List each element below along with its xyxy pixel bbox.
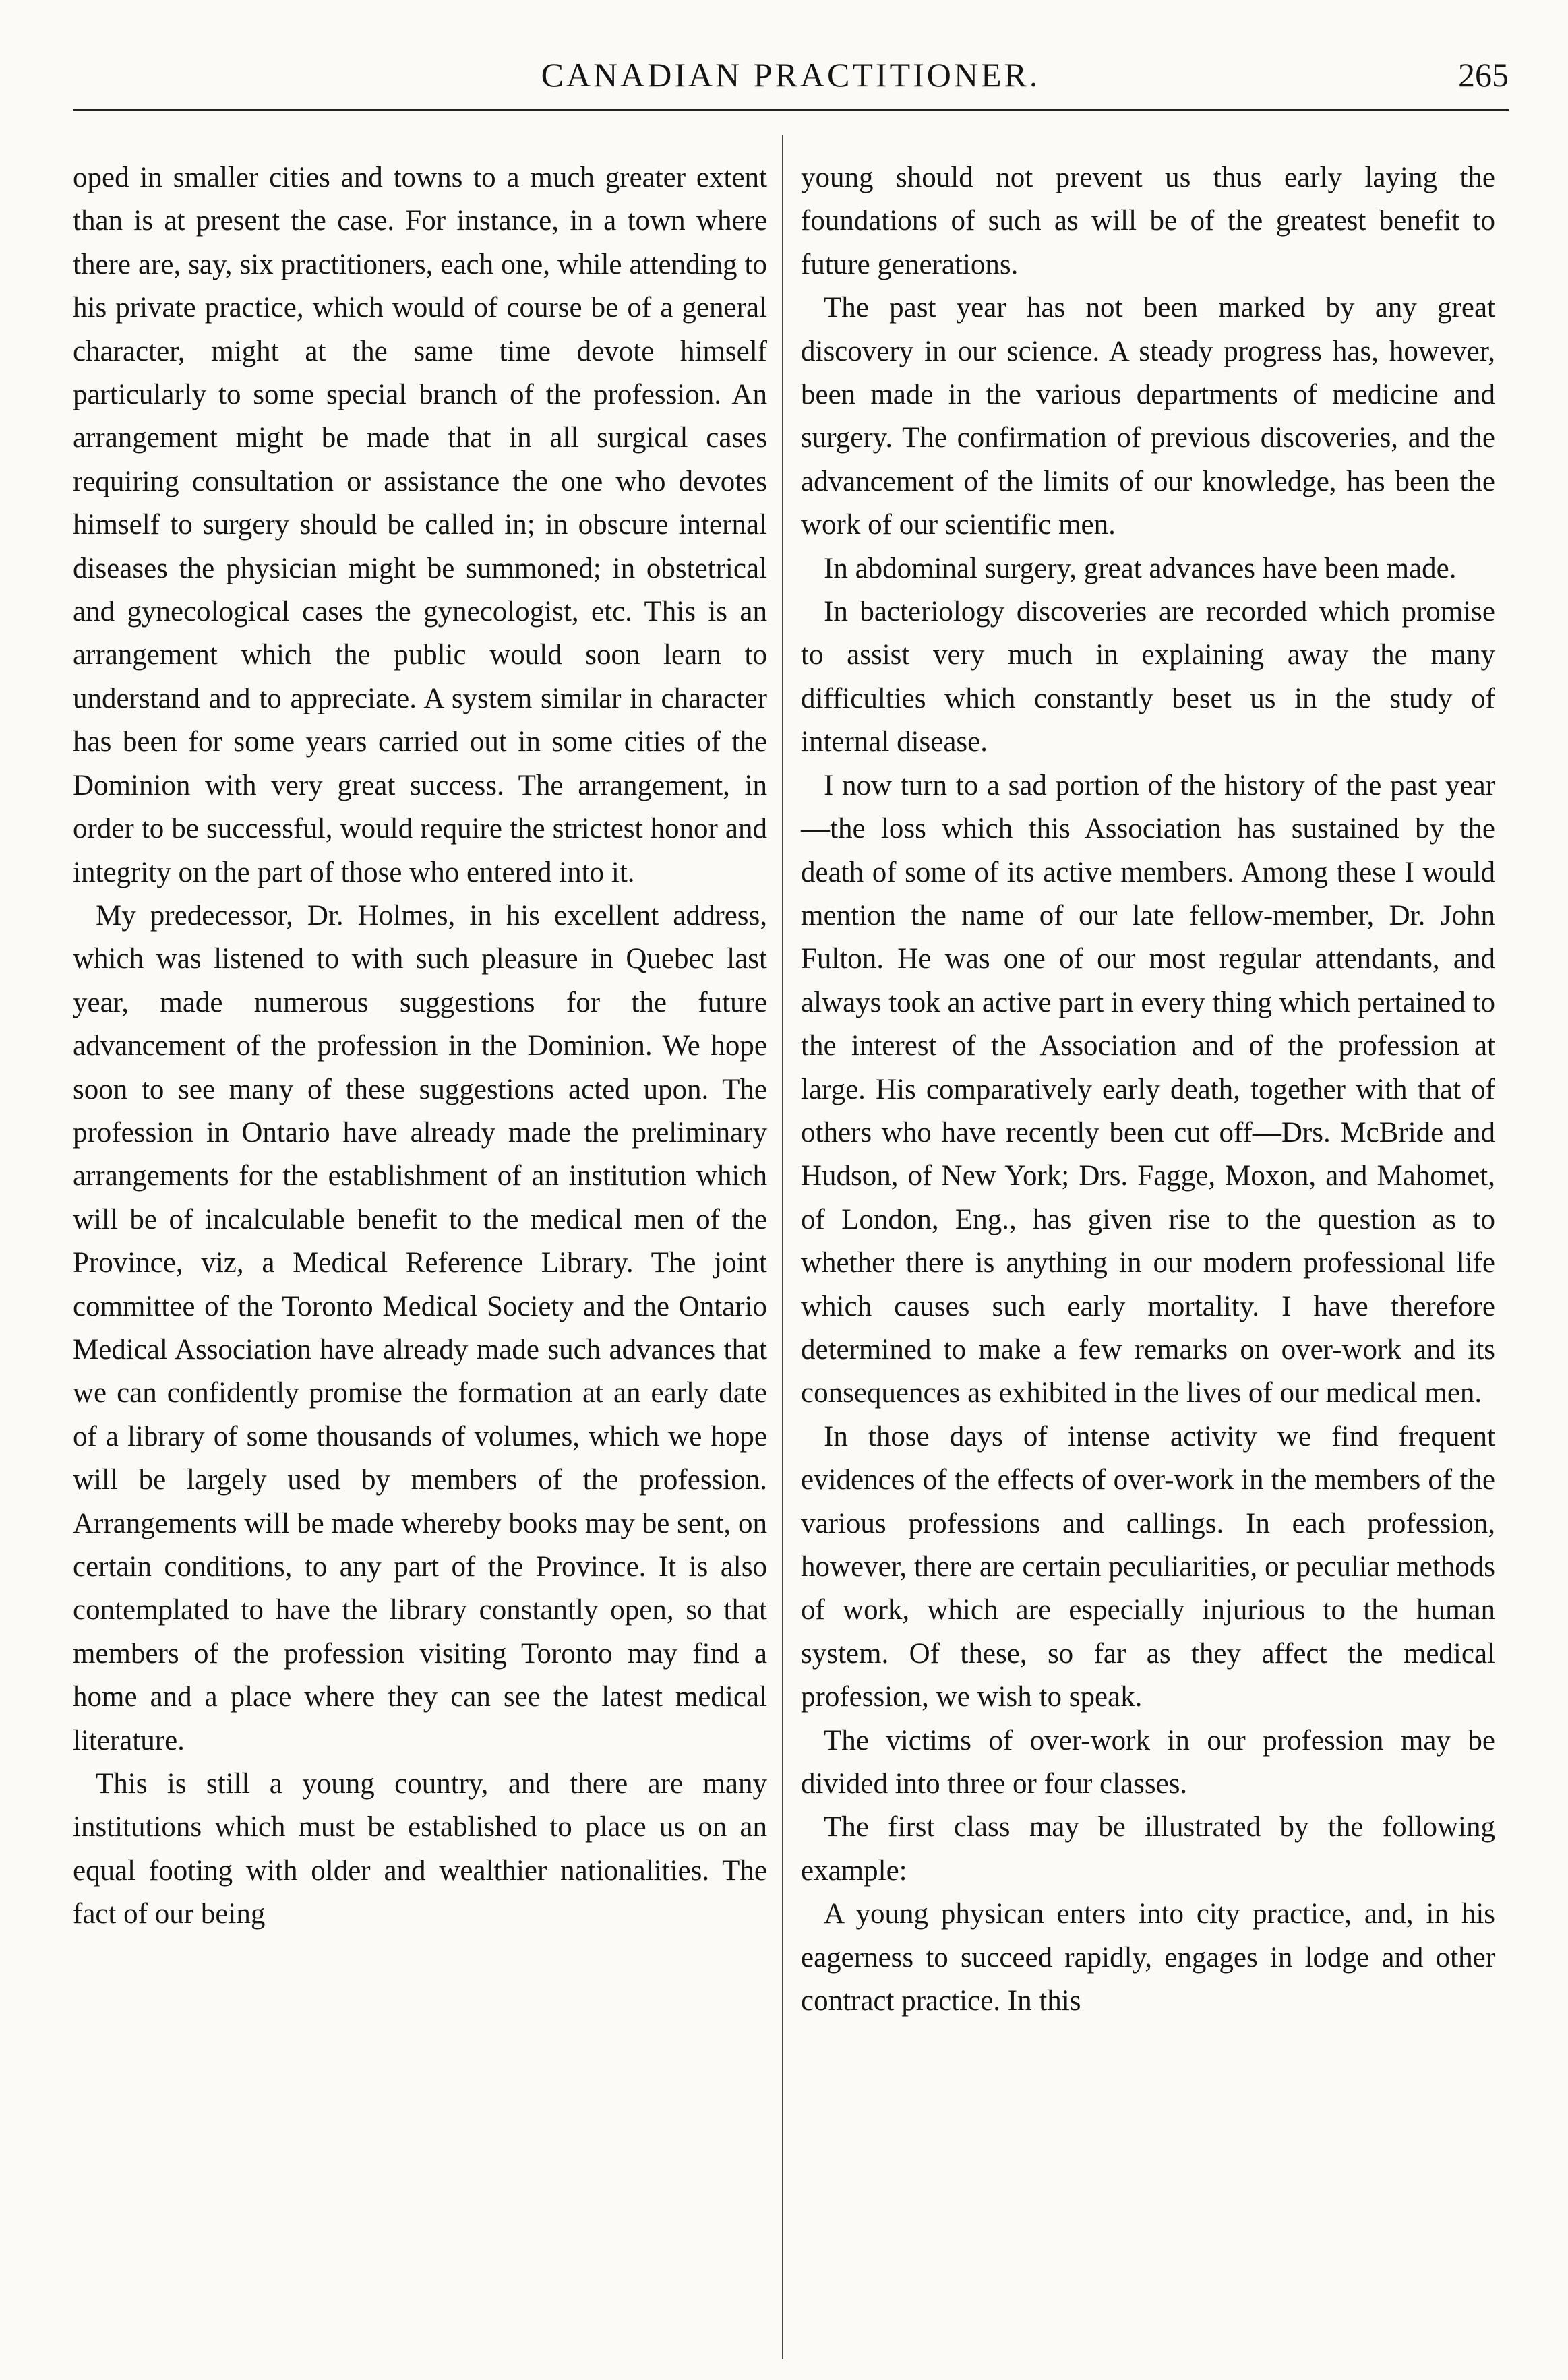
left-column (73, 156, 767, 1936)
paragraph: young should not prevent us thus early laying the foundations of such as will be of the greatest benefit to future generations. (801, 162, 1495, 280)
paragraph: oped in smaller cities and towns to a much greater extent than is at present the case. For instance, in a town where there are, say, six practitioners, each one, while attending to his private practice, which would of course be of a general character, might at the same time devote himself particularly to some special branch of the profession. An arrangement might be made that in all surgical cases requiring consultation or assistance the one who devotes himself to surgery should be called in; in obscure internal diseases the physician might be summoned; in obstetrical and gynecological cases the gynecologist, etc. This is an arrangement which the public would soon learn to understand and to appreciate. A system similar in character has been for some years carried out in some cities of the Dominion with very great success. The arrangement, in order to be successful, would require the strictest honor and integrity on the part of those who entered into it. (73, 162, 767, 888)
paragraph: The first class may be illustrated by the following example: (801, 1811, 1495, 1887)
paragraph: My predecessor, Dr. Holmes, in his excellent address, which was listened to with such pleasure in Quebec last year, made numerous suggestions for the future advancement of the profession in the Dominion. We hope soon to see many of these suggestions acted upon. The profession in Ontario have already made the preliminary arrangements for the establishment of an institution which will be of incalculable benefit to the medical men of the Province, viz, a Medical Reference Library. The joint committee of the Toronto Medical Society and the Ontario Medical Association have already made such advances that we can confidently promise the formation at an early date of a library of some thousands of volumes, which we hope will be largely used by members of the profession. Arrangements will be made whereby books may be sent, on certain conditions, to any part of the Province. It is also contemplated to have the library constantly open, so that members of the profession visiting Toronto may find a home and a place where they can see the latest medical literature. (73, 899, 767, 1757)
paragraph: In abdominal surgery, great advances have been made. (824, 552, 1457, 584)
journal-title: CANADIAN PRACTITIONER. (541, 56, 1041, 94)
paragraph: I now turn to a sad portion of the history of the past year—the loss which this Association has sustained by the death of some of its active members. Among these I would mention the name of our late fellow-member, Dr. John Fulton. He was one of our most regular attendants, and always took an active part in every thing which pertained to the interest of the Association and of the profession at large. His comparatively early death, together with that of others who have recently been cut off—Drs. McBride and Hudson, of New York; Drs. Fagge, Moxon, and Mahomet, of London, Eng., has given rise to the question as to whether there is anything in our modern professional life which causes such early mortality. I have therefore determined to make a few remarks on over-work and its consequences as exhibited in the lives of our medical men. (801, 769, 1495, 1409)
column-divider (782, 135, 783, 2359)
paragraph: A young physican enters into city practice, and, in his eagerness to succeed rapidly, engages in lodge and other contract practice. In this (801, 1898, 1495, 2017)
paragraph: The victims of over-work in our profession may be divided into three or four classes. (801, 1724, 1495, 1800)
header-rule (73, 109, 1509, 111)
running-head (73, 47, 1509, 101)
right-column (801, 156, 1495, 2023)
paragraph: In those days of intense activity we find frequent evidences of the effects of over-work in the members of the various professions and callings. In each profession, however, there are certain peculiarities, or peculiar methods of work, which are especially injurious to the human system. Of these, so far as they affect the medical profession, we wish to speak. (801, 1420, 1495, 1713)
page-number: 265 (1458, 56, 1509, 94)
paragraph: The past year has not been marked by any great discovery in our science. A steady progress has, however, been made in the various departments of medicine and surgery. The confirmation of previous discoveries, and the advancement of the limits of our knowledge, has been the work of our scientific men. (801, 292, 1495, 541)
paragraph: In bacteriology discoveries are recorded which promise to assist very much in explaining away the many difficulties which constantly beset us in the study of internal disease. (801, 596, 1495, 758)
paragraph: This is still a young country, and there are many institutions which must be established to place us on an equal footing with older and wealthier nationalities. The fact of our being (73, 1768, 767, 1930)
